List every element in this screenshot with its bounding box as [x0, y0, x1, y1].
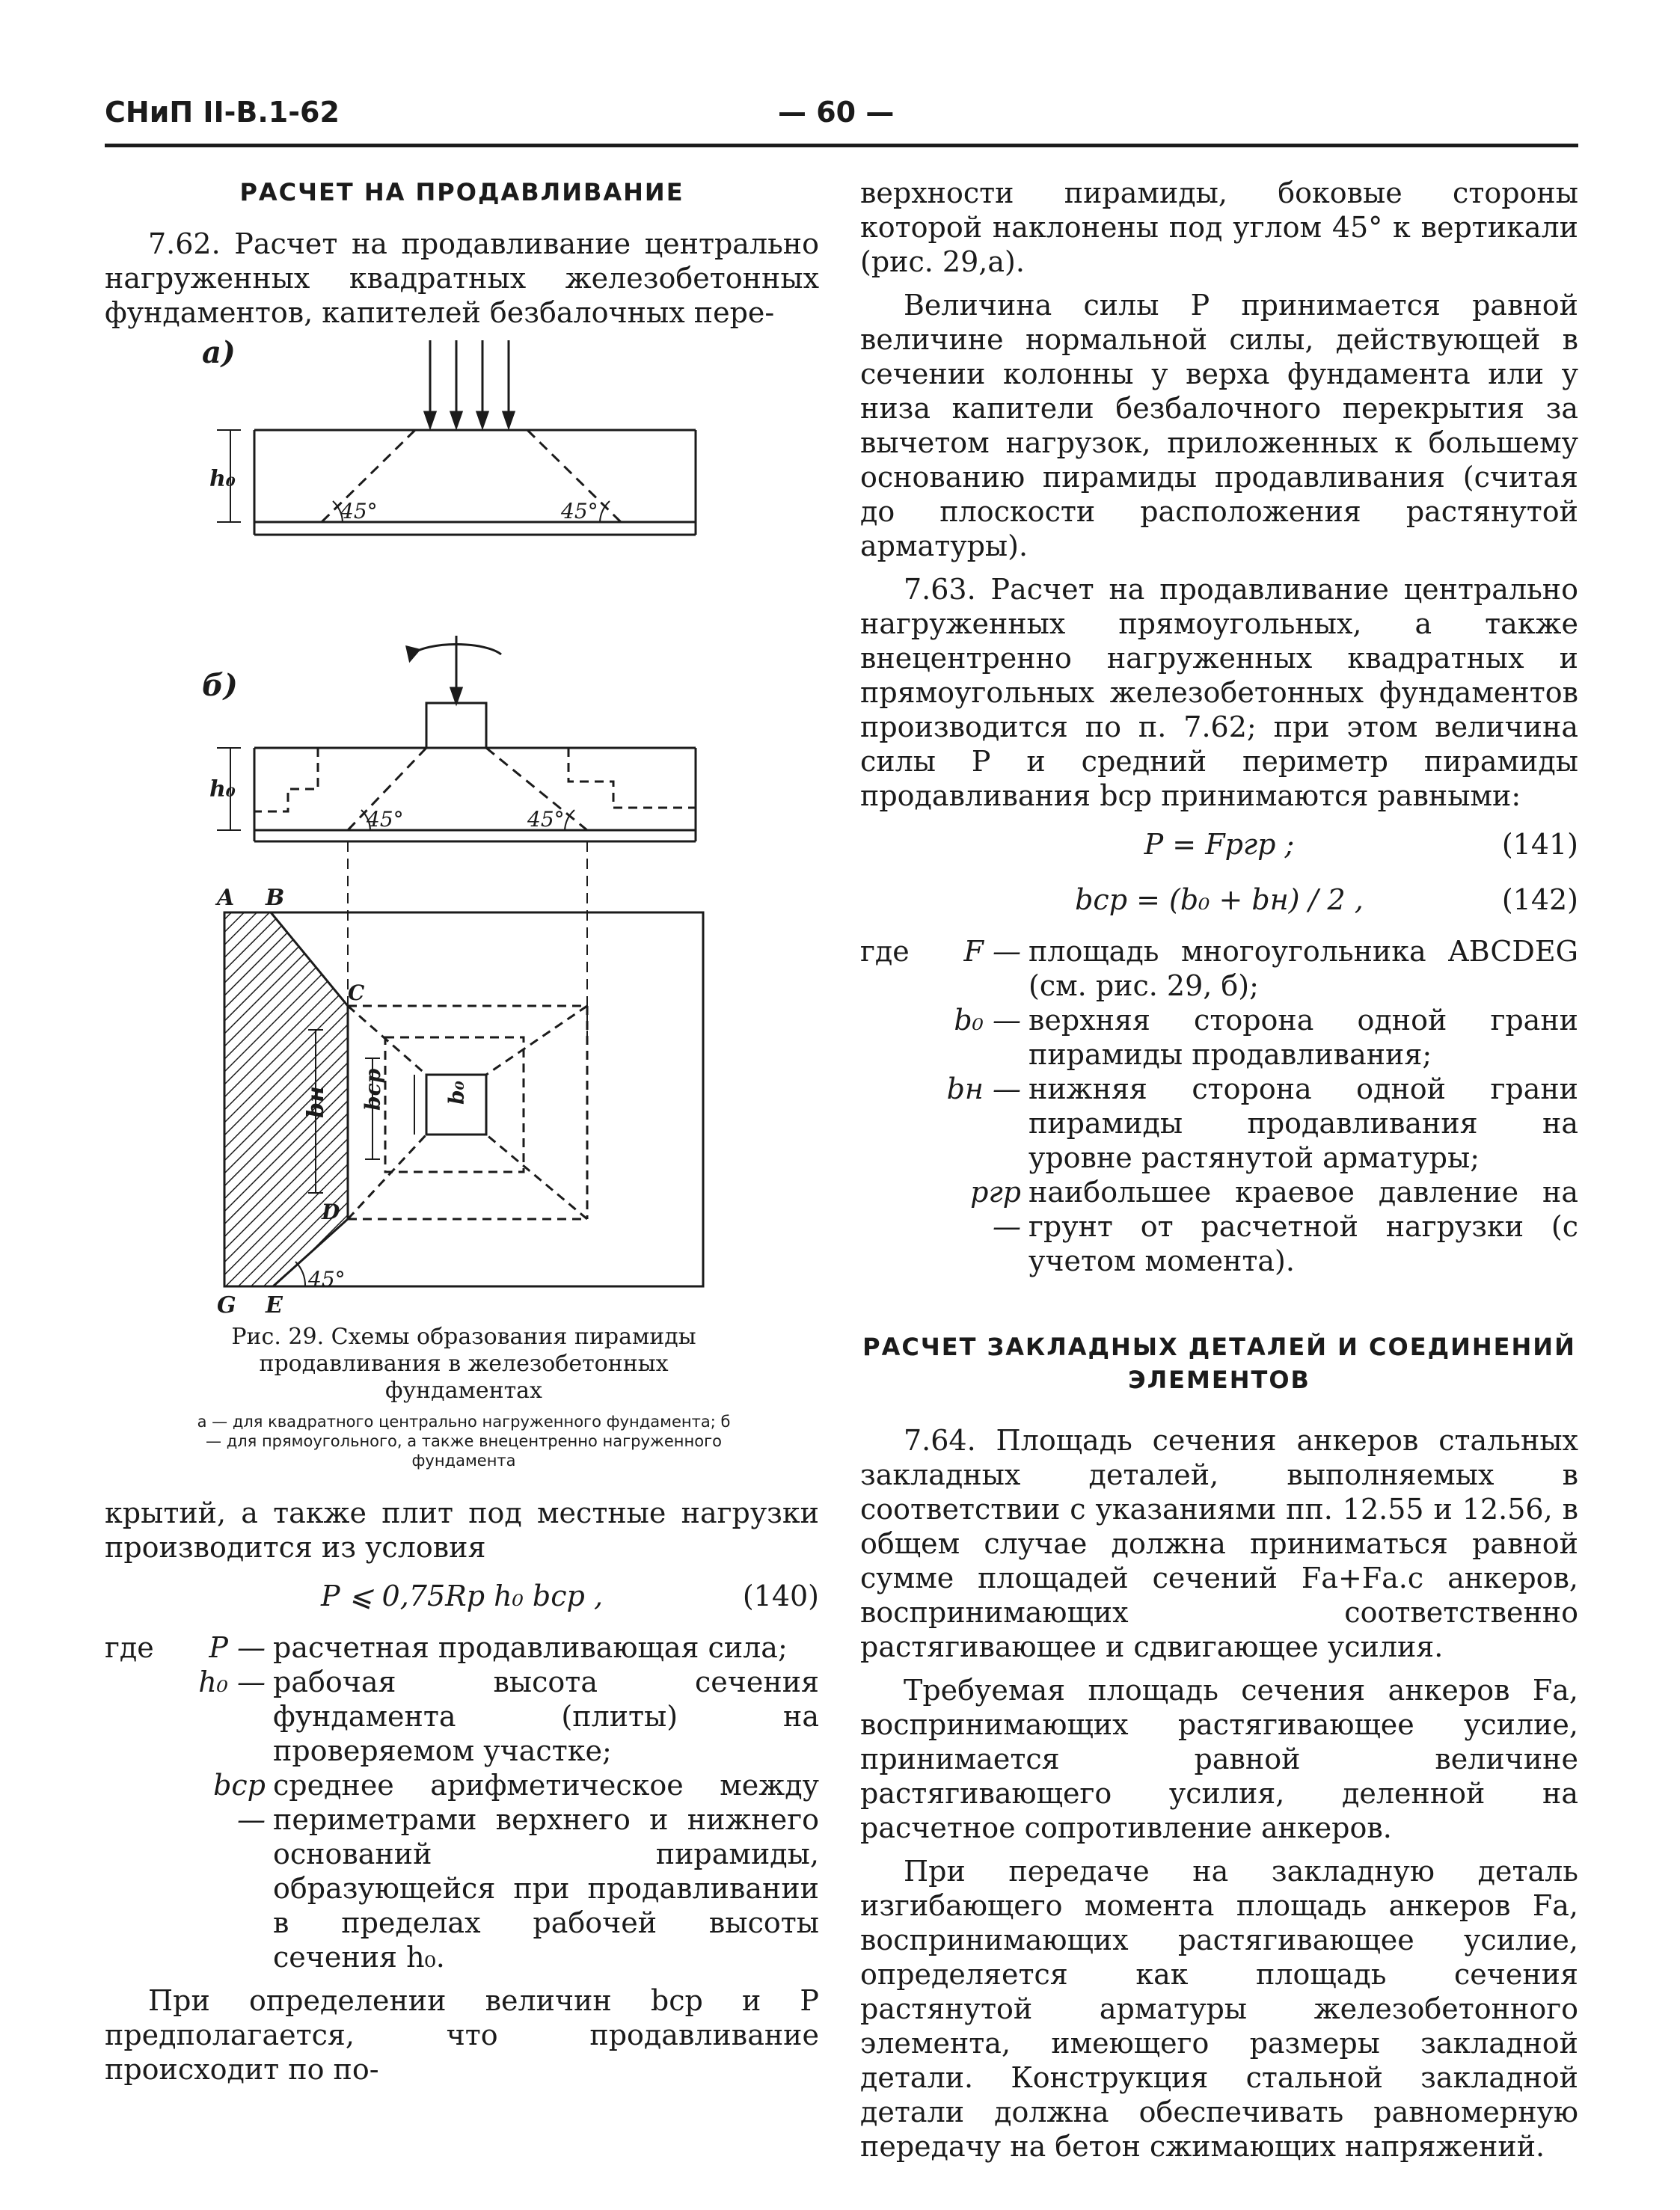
definition-symbol: bн —	[946, 1072, 1021, 1105]
paragraph-7-63: 7.63. Расчет на продавливание центрально нагруженных прямоугольных, а также внецентренно нагруженных квадратных и прямоугольных железобетонных фундаментов производится по п. 7.62; при этом величина силы P и средний периметр пирамиды продавливания bср принимаются равными:	[860, 573, 1578, 812]
page-number: — 60 —	[778, 96, 895, 129]
section-title-embedded-parts: РАСЧЕТ ЗАКЛАДНЫХ ДЕТАЛЕЙ И СОЕДИНЕНИЙ ЭЛЕМЕНТОВ	[862, 1333, 1576, 1394]
paragraph-anchor-area: Требуемая площадь сечения анкеров Fа, воспринимающих растягивающее усилие, принимается равной величине растягивающего усилия, деленной на расчетное сопротивление анкеров.	[860, 1674, 1578, 1844]
definition-symbol: P —	[209, 1631, 266, 1664]
definitions-140	[105, 1630, 819, 1974]
formula-141-number: (141)	[1501, 828, 1578, 861]
paragraph-force-p: Величина силы P принимается равной величине нормальной силы, действующей в сечении колонны у верха фундамента или у низа капители безбалочного перекрытия за вычетом нагрузок, приложенных к большему основанию пирамиды продавливания (считая до плоскости расположения растянутой арматуры).	[860, 289, 1578, 562]
formula-142-number: (142)	[1501, 883, 1578, 916]
figure-a-section	[217, 340, 696, 535]
where-label: где	[860, 935, 910, 968]
point-C: C	[348, 980, 365, 1005]
paragraph-bending-moment: При передаче на закладную деталь изгибающего момента площадь анкеров Fа, воспринимающих растягивающее усилие, определяется как площадь сечения растянутой арматуры железобетонного элемента, имеющего размеры закладной детали. Конструкция стальной закладной детали должна обеспечивать равномерную передачу на бетон сжимающих напряжений.	[860, 1855, 1578, 2163]
paragraph-7-64: 7.64. Площадь сечения анкеров стальных закладных деталей, выполняемых в соответствии с указаниями пп. 12.55 и 12.56, в общем случае должна приниматься равной сумме площадей сечений Fа+Fа.с анкеров, воспринимающих соответственно растягивающее и сдвигающее усилия.	[860, 1424, 1578, 1663]
formula-142	[860, 879, 1578, 924]
definition-symbol: F —	[963, 935, 1021, 968]
definition-symbol: bср —	[213, 1769, 266, 1836]
angle-label-a-right: 45°	[561, 499, 598, 524]
definition-symbol: h₀ —	[198, 1666, 266, 1698]
figure-caption-legend: а — для квадратного центрально нагруженного фундамента; б — для прямоугольного, а также внецентренно нагруженного фундамента	[197, 1413, 731, 1470]
definition-text: верхняя сторона одной грани пирамиды продавливания;	[1028, 1004, 1578, 1071]
definitions-141-142	[860, 934, 1578, 1278]
document-code: СНиП II-В.1-62	[105, 96, 340, 129]
paragraph-7-62-continued: крытий, а также плит под местные нагрузки производится из условия	[105, 1497, 819, 1564]
definition-text: нижняя сторона одной грани пирамиды продавливания на уровне растянутой арматуры;	[1028, 1072, 1578, 1174]
label-h0-b: h₀	[209, 776, 236, 802]
point-A: A	[217, 885, 235, 911]
formula-140-expression: P ⩽ 0,75Rр h₀ bср ,	[320, 1580, 604, 1612]
right-column	[860, 176, 1578, 2164]
definition-text: среднее арифметическое между периметрами верхнего и нижнего оснований пирамиды, образующейся при продавливании в пределах рабочей высоты сечения h₀.	[273, 1769, 819, 1974]
formula-142-expression: bср = (b₀ + bн) / 2 ,	[1075, 883, 1364, 916]
paragraph-7-62: 7.62. Расчет на продавливание центрально нагруженных квадратных железобетонных фундаментов, капителей безбалочных пере-	[105, 227, 819, 329]
point-B: B	[266, 885, 285, 911]
formula-140	[105, 1575, 819, 1620]
formula-141-expression: P = Fpгр ;	[1144, 828, 1295, 861]
paragraph-pyramid-surface: верхности пирамиды, боковые стороны которой наклонены под углом 45° к вертикали (рис. 29,а).	[860, 177, 1578, 278]
definition-symbol: pгр —	[970, 1176, 1021, 1243]
formula-141	[860, 823, 1578, 868]
figure-label-a: а)	[202, 335, 236, 370]
paragraph-assumption: При определении величин bср и P предполагается, что продавливание происходит по по-	[105, 1984, 819, 2086]
angle-label-b-right: 45°	[527, 807, 565, 832]
section-title-punching: РАСЧЕТ НА ПРОДАВЛИВАНИЕ	[239, 178, 684, 206]
formula-140-number: (140)	[742, 1580, 819, 1612]
definition-text: расчетная продавливающая сила;	[273, 1631, 788, 1664]
label-b-cp: bср	[361, 1068, 385, 1111]
header-rule	[105, 144, 1578, 147]
figure-label-b: б)	[202, 668, 238, 703]
left-column	[105, 176, 819, 2087]
angle-label-a-left: 45°	[340, 499, 378, 524]
point-E: E	[266, 1292, 283, 1319]
definition-text: площадь многоугольника ABCDEG (см. рис. 29, б);	[1028, 935, 1578, 1002]
label-b-n: bн	[303, 1086, 329, 1118]
where-label: где	[105, 1631, 154, 1664]
figure-29	[105, 335, 819, 1470]
angle-label-b-left: 45°	[367, 807, 404, 832]
figure-caption-title: Рис. 29. Схемы образования пирамиды продавливания в железобетонных фундаментах	[231, 1324, 696, 1404]
point-G: G	[217, 1292, 236, 1319]
label-h0-a: h₀	[209, 466, 236, 492]
definition-symbol: b₀ —	[954, 1004, 1021, 1037]
figure-29-drawing	[105, 335, 819, 1319]
point-D: D	[322, 1200, 340, 1224]
definition-text: наибольшее краевое давление на грунт от расчетной нагрузки (с учетом момента).	[1028, 1176, 1578, 1277]
angle-label-plan: 45°	[308, 1267, 346, 1292]
figure-caption	[194, 1324, 733, 1470]
definition-text: рабочая высота сечения фундамента (плиты) на проверяемом участке;	[273, 1666, 819, 1767]
label-b-0: b₀	[444, 1081, 469, 1105]
